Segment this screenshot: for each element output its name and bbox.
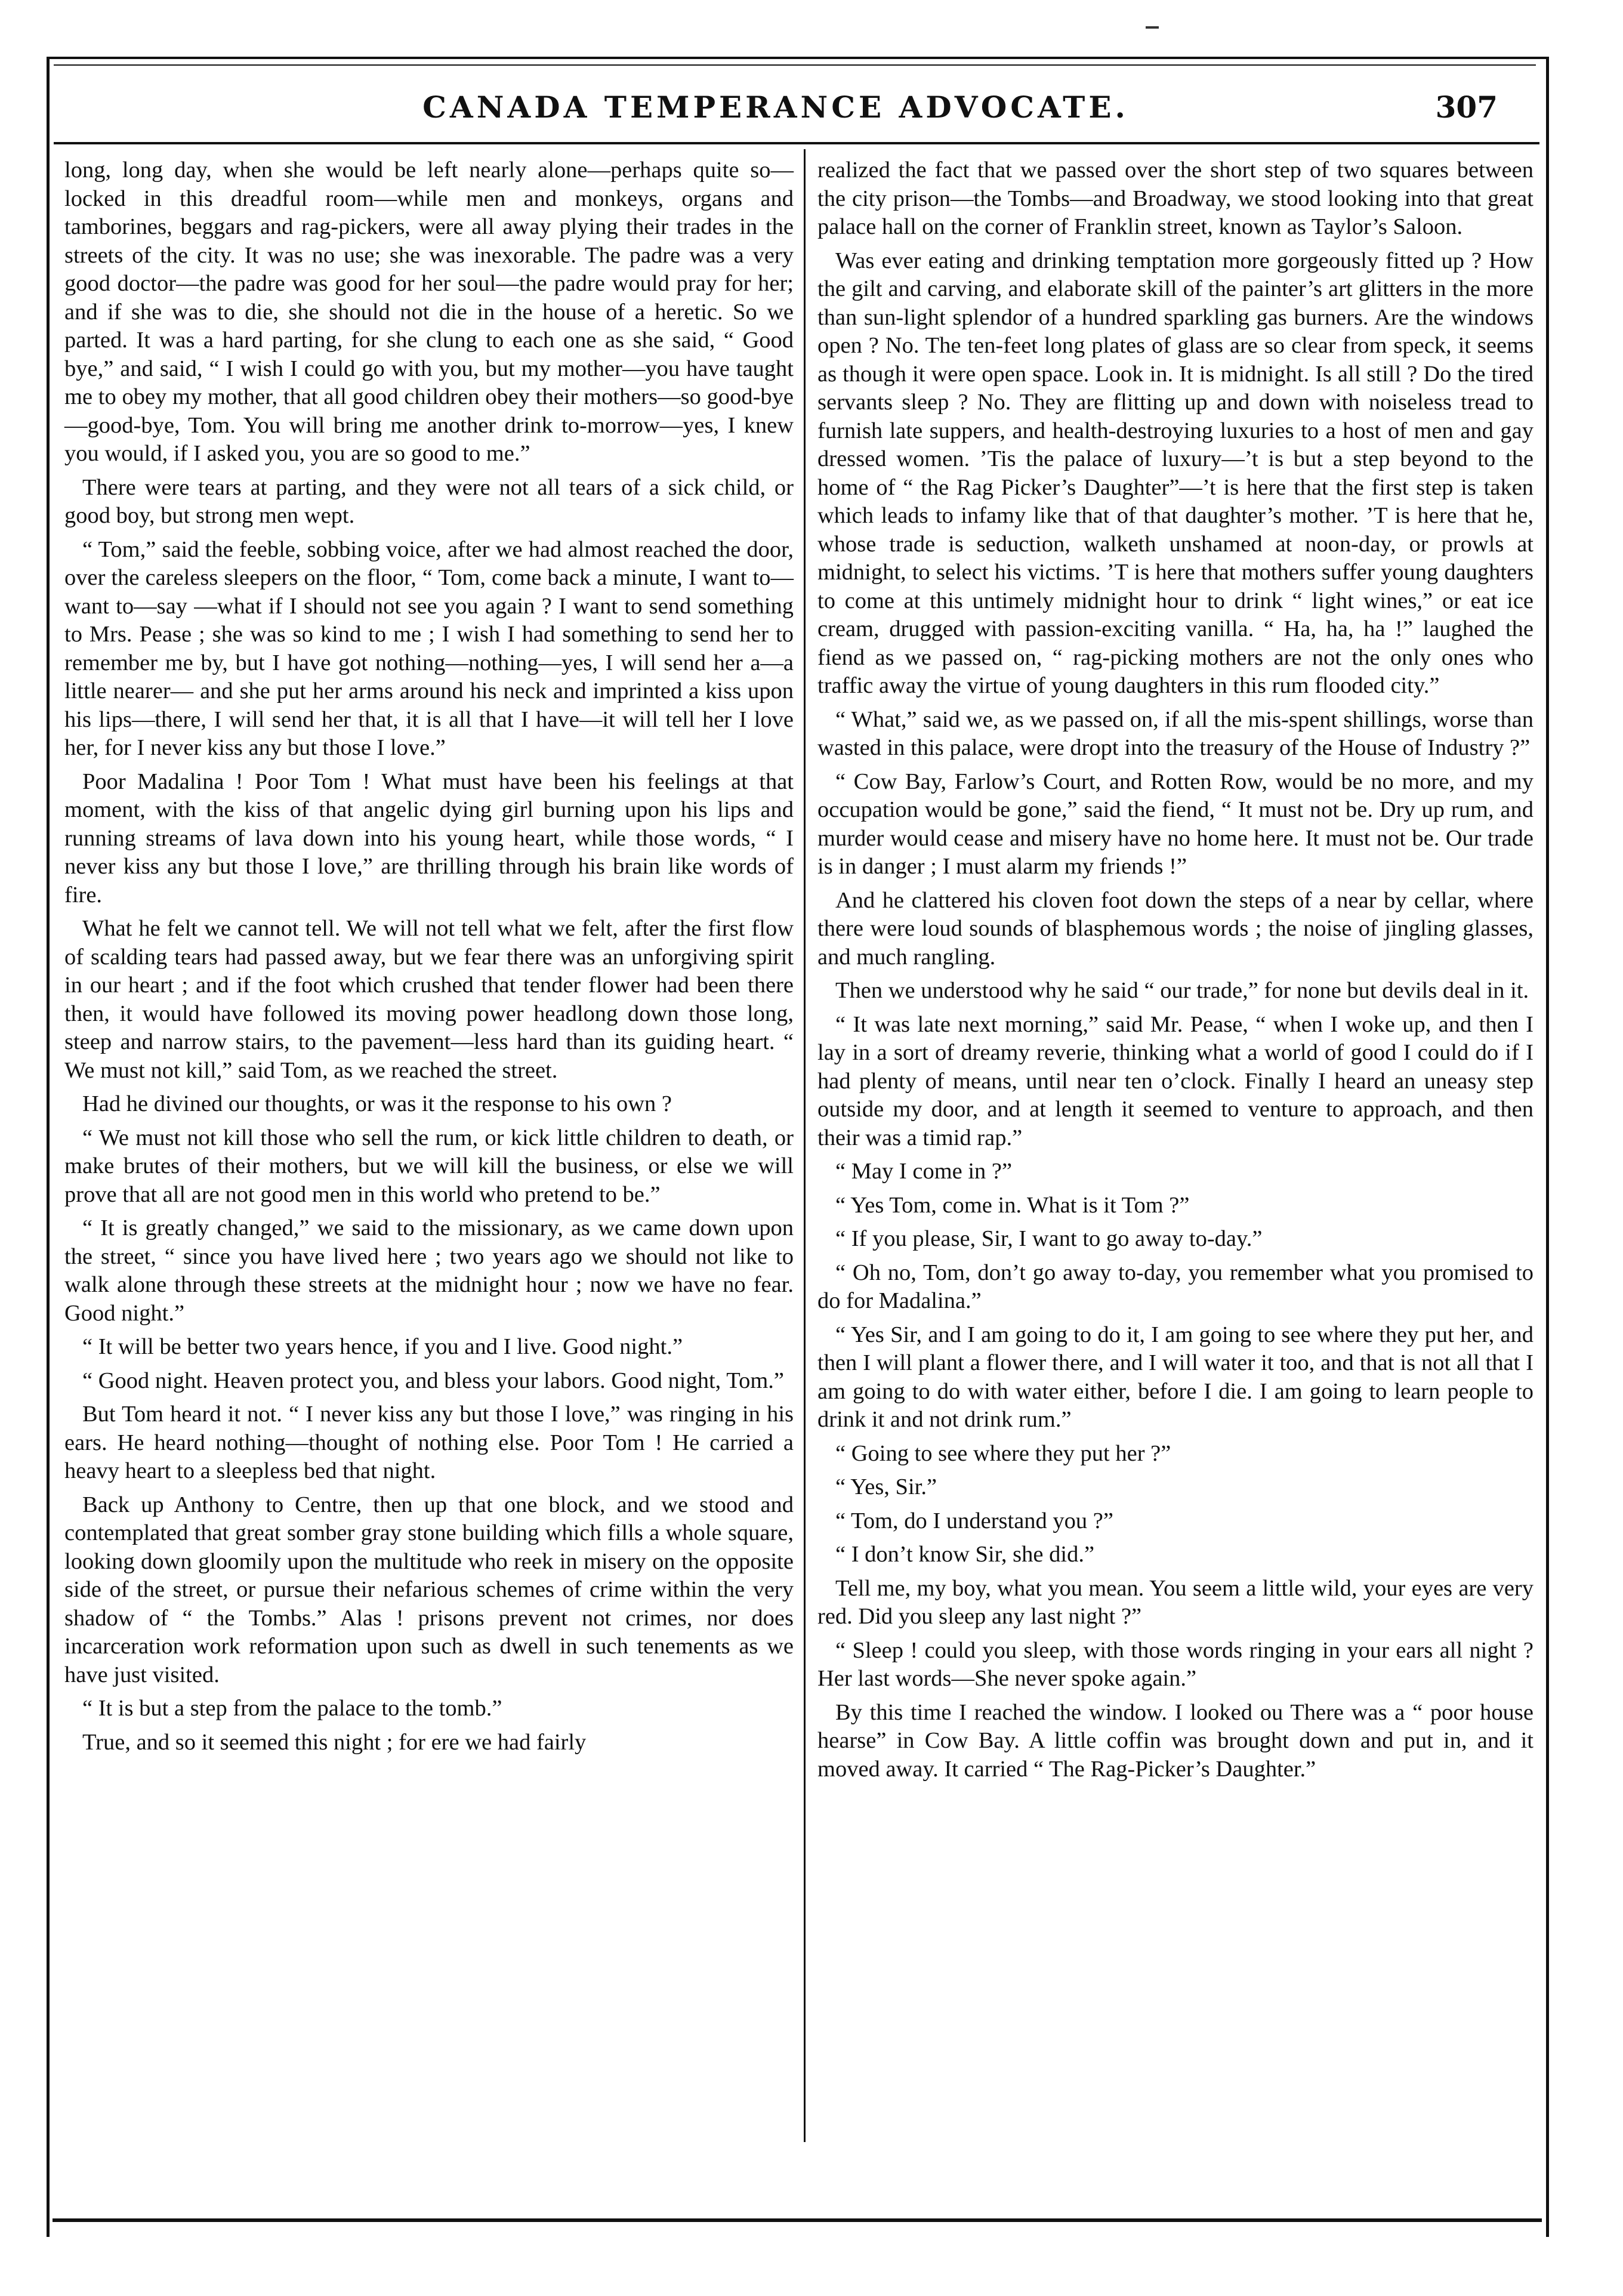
column-divider	[804, 149, 806, 2142]
paragraph: “ Going to see where they put her ?”	[835, 1440, 1171, 1466]
paragraph: Poor Madalina ! Poor Tom ! What must have been his feelings at that moment, with the kiss of that angelic dying girl burning upon his lips and running streams of lava down into his young heart, while those words, “ I never kiss any but those I love,” are thrilling through his brain like words of fire.	[64, 769, 794, 908]
paragraph: And he clattered his cloven foot down the steps of a near by cellar, where there were loud sounds of blasphemous words ; the noise of jingling glasses, and much rangling.	[817, 887, 1533, 970]
left-column	[64, 156, 794, 1762]
paragraph: “ If you please, Sir, I want to go away to-day.”	[835, 1226, 1263, 1251]
ink-mark	[1146, 26, 1159, 29]
paragraph: “ I don’t know Sir, she did.”	[835, 1542, 1095, 1567]
paragraph: There were tears at parting, and they were not all tears of a sick child, or good boy, but strong men wept.	[64, 474, 794, 528]
paragraph: “ Oh no, Tom, don’t go away to-day, you remember what you promised to do for Madalina.”	[817, 1260, 1533, 1313]
page-number: 307	[1435, 90, 1498, 125]
paragraph: By this time I reached the window. I looked ou There was a “ poor house hearse” in Cow Bay. A little coffin was brought down and put in, and it moved away. It carried “ The Rag-Picker’s Daughter.”	[817, 1699, 1533, 1782]
paragraph: “ It was late next morning,” said Mr. Pease, “ when I woke up, and then I lay in a sort of dreamy reverie, thinking what a world of good I could do if I had plenty of means, until near ten o’clock. Finally I heard an uneasy step outside my door, and at length it seemed to venture to approach, and then their was a timid rap.”	[817, 1011, 1533, 1150]
frame-inner-rule	[54, 64, 1536, 66]
paragraph: “ Yes, Sir.”	[835, 1474, 937, 1499]
paragraph: long, long day, when she would be left nearly alone—perhaps quite so—locked in this dreadful room—while men and monkeys, organs and tamborines, beggars and rag-pickers, were all away plying their trades in the streets of the city. It was no use; she was inexorable. The padre was a very good doctor—the padre was good for her soul—the padre would pray for her; and if she was to die, she should not die in the house of a heretic. So we parted. It was a hard parting, for she clung to each one as she said, “ Good bye,” and said, “ I wish I could go with you, but my mother—you have taught me to obey my mother, that all good children obey their mothers—so good-bye—good-bye, Tom. You will bring me another drink to-morrow—yes, I knew you would, if I asked you, you are so good to me.”	[64, 158, 794, 466]
paragraph: realized the fact that we passed over the short step of two squares between the city prison—the Tombs—and Broadway, we stood looking into that great palace hall on the corner of Franklin street, known as Taylor’s Saloon.	[817, 158, 1533, 239]
paragraph: “ What,” said we, as we passed on, if all the mis-spent shillings, worse than wasted in this palace, were dropt into the treasury of the House of Industry ?”	[817, 706, 1533, 760]
paragraph: What he felt we cannot tell. We will not tell what we felt, after the first flow of scalding tears had passed away, but we fear there was an unforgiving spirit in our heart ; and if the foot which crushed that tender flower had been there then, it would have followed its moving power headlong down those long, steep and narrow stairs, to the pavement—less hard than its guiding heart. “ We must not kill,” said Tom, as we reached the street.	[64, 916, 794, 1083]
paragraph: Had he divined our thoughts, or was it the response to his own ?	[82, 1091, 672, 1116]
paragraph: “ Tom, do I understand you ?”	[835, 1508, 1113, 1533]
paragraph: “ It will be better two years hence, if you and I live. Good night.”	[82, 1334, 683, 1359]
page-header	[54, 84, 1498, 149]
paragraph: Tell me, my boy, what you mean. You seem a little wild, your eyes are very red. Did you sleep any last night ?”	[817, 1575, 1533, 1629]
paragraph: Was ever eating and drinking temptation more gorgeously fitted up ? How the gilt and carving, and elaborate skill of the painter’s art glitters in the more than sun-light splendor of a hundred sparkling gas burners. Are the windows open ? No. The ten-feet long plates of glass are so clear from speck, it seems as though it were open space. Look in. It is midnight. Is all still ? Do the tired servants sleep ? No. They are flitting up and down with noiseless tread to furnish late suppers, and health-destroying luxuries to a host of men and gay dressed women. ’Tis the palace of luxury—’t is but a step beyond to the home of “ the Rag Picker’s Daughter”—’t is here that the first step is taken which leads to infamy like that of that daughter’s mother. ’T is here that he, whose trade is seduction, walketh unshamed at noon-day, or prowls at midnight, to select his victims. ’T is here that mothers suffer young daughters to come at this untimely midnight hour to drink “ light wines,” or eat ice cream, drugged with passion-exciting vanilla. “ Ha, ha, ha !” laughed the fiend as we passed on, “ rag-picking mothers are not the only ones who traffic away the virtue of young daughters in this rum flooded city.”	[817, 248, 1533, 698]
paragraph: “ We must not kill those who sell the rum, or kick little children to death, or make brutes of their mothers, but we will kill the business, or else we will prove that all are not good men in this world who pretend to be.”	[64, 1125, 794, 1207]
paragraph: “ Good night. Heaven protect you, and bless your labors. Good night, Tom.”	[82, 1368, 784, 1393]
paragraph: Then we understood why he said “ our trade,” for none but devils deal in it.	[835, 978, 1529, 1003]
publication-title: CANADA TEMPERANCE ADVOCATE.	[422, 90, 1129, 125]
paragraph: But Tom heard it not. “ I never kiss any but those I love,” was ringing in his ears. He heard nothing—thought of nothing else. Poor Tom ! He carried a heavy heart to a sleepless bed that night.	[64, 1402, 794, 1483]
paragraph: “ It is but a step from the palace to the tomb.”	[82, 1696, 502, 1721]
bottom-rule	[53, 2218, 1542, 2222]
paragraph: “ It is greatly changed,” we said to the missionary, as we came down upon the street, “ since you have lived here ; two years ago we should not like to walk alone through these streets at the midnight hour ; now we have no fear. Good night.”	[64, 1215, 794, 1326]
paragraph: “ Yes Sir, and I am going to do it, I am going to see where they put her, and then I will plant a flower there, and I will water it too, and that is not all that I am going to do with water either, before I die. I am going to learn people to drink it and not drink rum.”	[817, 1322, 1533, 1432]
paragraph: Back up Anthony to Centre, then up that one block, and we stood and contemplated that great somber gray stone building which fills a whole square, looking down gloomily upon the multitude who reek in misery on the opposite side of the street, or pursue their nefarious schemes of crime within the very shadow of “ the Tombs.” Alas ! prisons prevent not crimes, nor does incarceration work reformation upon such as dwell in such tenements as we have just visited.	[64, 1492, 794, 1687]
paragraph: “ Yes Tom, come in. What is it Tom ?”	[835, 1192, 1190, 1218]
paragraph: “ Cow Bay, Farlow’s Court, and Rotten Row, would be no more, and my occupation would be gone,” said the fiend, “ It must not be. Dry up rum, and murder would cease and misery have no home here. It must not be. Our trade is in danger ; I must alarm my friends !”	[817, 769, 1533, 879]
header-rule	[54, 142, 1539, 144]
paragraph: “ May I come in ?”	[835, 1159, 1013, 1184]
right-column	[817, 156, 1533, 1789]
paragraph: True, and so it seemed this night ; for ere we had fairly	[82, 1729, 587, 1755]
paragraph: “ Tom,” said the feeble, sobbing voice, after we had almost reached the door, over the careless sleepers on the floor, “ Tom, come back a minute, I want to—want to—say —what if I should not see you again ? I want to send something to Mrs. Pease ; she was so kind to me ; I wish I had something to send her to remember me by, but I have got nothing—nothing—yes, I will send her a—a little nearer— and she put her arms around his neck and imprinted a kiss upon his lips—there, I will send her that, it is all that I have—it will tell her I love her, for I never kiss any but those I love.”	[64, 536, 794, 760]
paragraph: “ Sleep ! could you sleep, with those words ringing in your ears all night ? Her last words—She never spoke again.”	[817, 1637, 1533, 1691]
